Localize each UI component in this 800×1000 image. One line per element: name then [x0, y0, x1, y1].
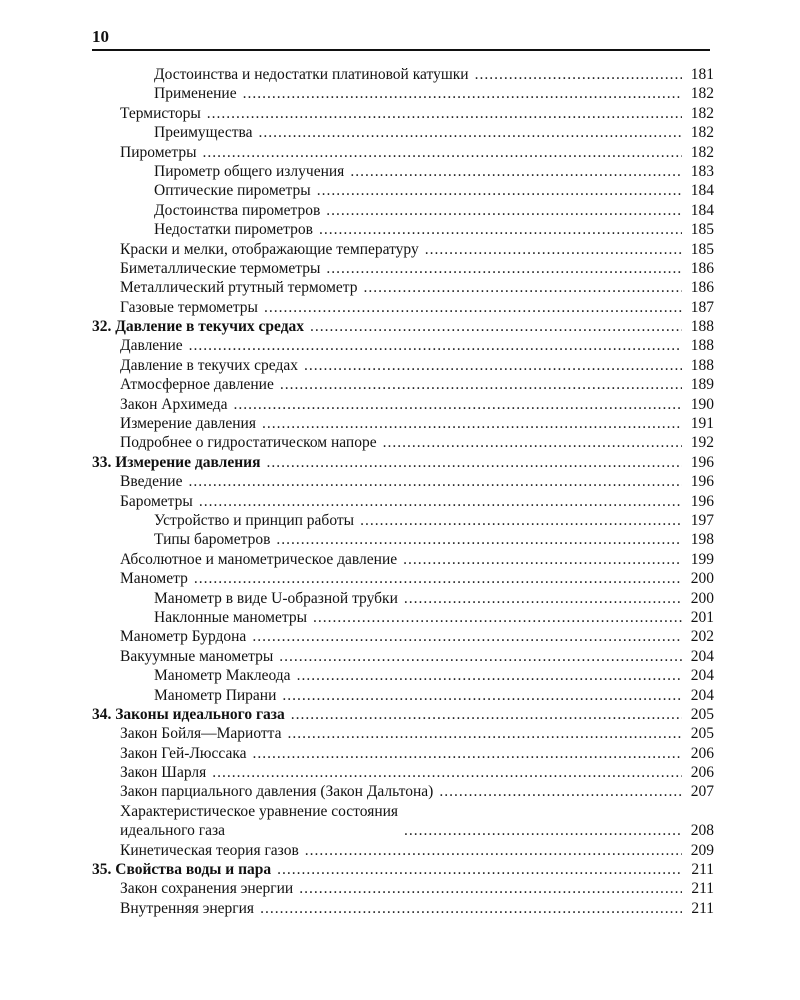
- toc-entry-page: 186: [690, 279, 714, 297]
- toc-entry-page: 185: [690, 221, 714, 239]
- dot-leader: [326, 201, 682, 220]
- toc-entry-page: 202: [690, 628, 714, 646]
- toc-entry-page: 199: [690, 550, 714, 568]
- toc-chapter-entry: [92, 705, 714, 724]
- toc-entry-title: Барометры: [120, 492, 193, 510]
- dot-leader: [317, 181, 682, 200]
- toc-entry-title: 35. Свойства воды и пара: [92, 861, 272, 879]
- toc-entry-title: Закон Гей-Люссака: [120, 744, 247, 762]
- toc-entry-title: Металлический ртутный термометр: [120, 279, 358, 297]
- toc-entry-title: Преимущества: [154, 124, 253, 142]
- toc-subsection-entry: [92, 84, 714, 103]
- toc-entry-page: 196: [690, 453, 714, 471]
- toc-entry-page: 191: [690, 415, 714, 433]
- toc-entry-page: 205: [690, 725, 714, 743]
- toc-entry-page: 196: [690, 492, 714, 510]
- toc-section-entry: [92, 433, 714, 452]
- dot-leader: [207, 104, 682, 123]
- toc-entry-title: Закон Бойля—Мариотта: [120, 725, 282, 743]
- toc-entry-title: Абсолютное и манометрическое давление: [120, 550, 398, 568]
- toc-entry-page: 188: [690, 318, 714, 336]
- dot-leader: [189, 336, 682, 355]
- dot-leader: [297, 666, 682, 685]
- dot-leader: [310, 317, 682, 336]
- toc-entry-title: Вакуумные манометры: [120, 647, 274, 665]
- toc-section-entry: [92, 647, 714, 666]
- dot-leader: [266, 453, 682, 472]
- toc-entry-title: Манометр Бурдона: [120, 628, 247, 646]
- dot-leader: [199, 492, 682, 511]
- dot-leader: [188, 472, 682, 491]
- toc-entry-title: Пирометр общего излучения: [154, 162, 345, 180]
- toc-entry-page: 207: [690, 783, 714, 801]
- dot-leader: [259, 123, 682, 142]
- dot-leader: [299, 879, 682, 898]
- toc-chapter-entry: [92, 860, 714, 879]
- dot-leader: [288, 724, 683, 743]
- toc-entry-page: 183: [690, 162, 714, 180]
- toc-section-entry: [92, 356, 714, 375]
- toc-section-entry: [92, 569, 714, 588]
- dot-leader: [360, 511, 682, 530]
- toc-entry-page: 192: [690, 434, 714, 452]
- toc-section-entry: [92, 492, 714, 511]
- toc-subsection-entry: [92, 162, 714, 181]
- dot-leader: [264, 298, 682, 317]
- toc-section-entry: [92, 259, 714, 278]
- dot-leader: [212, 763, 682, 782]
- toc-section-entry: [92, 414, 714, 433]
- dot-leader: [350, 162, 682, 181]
- toc-section-entry: [92, 627, 714, 646]
- toc-section-entry: [92, 395, 714, 414]
- toc-section-entry: [92, 724, 714, 743]
- dot-leader: [313, 608, 682, 627]
- toc-subsection-entry: [92, 589, 714, 608]
- table-of-contents: [92, 65, 714, 918]
- toc-entry-page: 200: [690, 570, 714, 588]
- toc-section-entry: [92, 841, 714, 860]
- toc-section-entry: [92, 104, 714, 123]
- toc-entry-page: 184: [690, 201, 714, 219]
- toc-entry-page: 182: [690, 124, 714, 142]
- dot-leader: [280, 375, 682, 394]
- dot-leader: [404, 821, 682, 840]
- dot-leader: [262, 414, 682, 433]
- toc-entry-title: Измерение давления: [120, 415, 256, 433]
- toc-entry-page: 211: [691, 861, 714, 879]
- dot-leader: [403, 550, 682, 569]
- dot-leader: [194, 569, 682, 588]
- toc-entry-page: 185: [690, 240, 714, 258]
- toc-entry-page: 182: [690, 85, 714, 103]
- toc-subsection-entry: [92, 123, 714, 142]
- toc-entry-title-line: Характеристическое уравнение состояния: [120, 802, 399, 820]
- toc-chapter-entry: [92, 453, 714, 472]
- toc-entry-title: 34. Законы идеального газа: [92, 705, 285, 723]
- toc-entry-title: [120, 802, 398, 841]
- toc-entry-title: Достоинства и недостатки платиновой катушки: [154, 66, 469, 83]
- toc-subsection-entry: [92, 220, 714, 239]
- toc-entry-title: Манометр: [120, 570, 188, 588]
- toc-entry-page: 197: [690, 511, 714, 529]
- toc-entry-page: 206: [690, 744, 714, 762]
- dot-leader: [291, 705, 682, 724]
- toc-entry-page: 188: [690, 356, 714, 374]
- toc-subsection-entry: [92, 666, 714, 685]
- toc-entry-title: 33. Измерение давления: [92, 453, 261, 471]
- toc-entry-title: Краски и мелки, отображающие температуру: [120, 240, 419, 258]
- toc-subsection-entry: [92, 530, 714, 549]
- toc-entry-page: 211: [691, 899, 714, 917]
- toc-subsection-entry: [92, 65, 714, 84]
- dot-leader: [252, 627, 682, 646]
- toc-entry-title-line: идеального газа: [120, 822, 225, 840]
- toc-section-entry: [92, 143, 714, 162]
- toc-section-entry: [92, 472, 714, 491]
- toc-entry-page: 201: [690, 608, 714, 626]
- toc-entry-title: Применение: [154, 85, 237, 103]
- dot-leader: [234, 395, 682, 414]
- toc-entry-page: 204: [690, 647, 714, 665]
- toc-entry-title: Закон сохранения энергии: [120, 880, 294, 898]
- toc-entry-page: 182: [690, 143, 714, 161]
- toc-entry-title: Устройство и принцип работы: [154, 511, 355, 529]
- dot-leader: [304, 356, 682, 375]
- toc-entry-title: Внутренняя энергия: [120, 899, 255, 917]
- toc-entry-title: Манометр в виде U-образной трубки: [154, 589, 398, 607]
- dot-leader: [243, 84, 682, 103]
- dot-leader: [326, 259, 682, 278]
- toc-entry-title: Закон парциального давления (Закон Дальтона): [120, 783, 434, 801]
- toc-entry-title: Термисторы: [120, 104, 201, 122]
- toc-entry-title: Давление: [120, 337, 183, 355]
- toc-entry-page: 204: [690, 686, 714, 704]
- toc-entry-page: 190: [690, 395, 714, 413]
- toc-entry-title: Наклонные манометры: [154, 608, 307, 626]
- toc-section-entry: [92, 375, 714, 394]
- toc-entry-page: 189: [690, 376, 714, 394]
- toc-section-entry: [92, 278, 714, 297]
- toc-entry-page: 209: [690, 841, 714, 859]
- dot-leader: [279, 647, 682, 666]
- toc-entry-page: 188: [690, 337, 714, 355]
- toc-section-entry: [92, 879, 714, 898]
- toc-subsection-entry: [92, 201, 714, 220]
- dot-leader: [282, 686, 682, 705]
- toc-section-entry: [92, 240, 714, 259]
- toc-section-entry: [92, 550, 714, 569]
- dot-leader: [260, 899, 682, 918]
- toc-entry-title: Биметаллические термометры: [120, 259, 321, 277]
- toc-subsection-entry: [92, 686, 714, 705]
- toc-entry-title: Подробнее о гидростатическом напоре: [120, 434, 377, 452]
- toc-subsection-entry: [92, 608, 714, 627]
- toc-entry-title: Манометр Пирани: [154, 686, 277, 704]
- toc-section-entry: [92, 763, 714, 782]
- toc-entry-title: Типы барометров: [154, 531, 271, 549]
- toc-entry-page: 200: [690, 589, 714, 607]
- toc-entry-title: Давление в текучих средах: [120, 356, 298, 374]
- toc-subsection-entry: [92, 511, 714, 530]
- toc-entry-page: 196: [690, 473, 714, 491]
- toc-entry-title: Закон Шарля: [120, 764, 207, 782]
- toc-entry-title: Недостатки пирометров: [154, 221, 313, 239]
- dot-leader: [364, 278, 683, 297]
- toc-subsection-entry: [92, 181, 714, 200]
- dot-leader: [404, 589, 682, 608]
- toc-entry-title: Кинетическая теория газов: [120, 841, 299, 859]
- toc-section-entry: [92, 782, 714, 801]
- toc-entry-page: 205: [690, 705, 714, 723]
- toc-entry-page: 184: [690, 182, 714, 200]
- dot-leader: [276, 530, 682, 549]
- toc-section-entry: [92, 899, 714, 918]
- dot-leader: [439, 782, 682, 801]
- dot-leader: [425, 240, 682, 259]
- toc-entry-title: Оптические пирометры: [154, 182, 311, 200]
- toc-entry-page: 187: [690, 298, 714, 316]
- dot-leader: [203, 143, 682, 162]
- toc-entry-title: Газовые термометры: [120, 298, 258, 316]
- toc-entry-title: Атмосферное давление: [120, 376, 274, 394]
- toc-entry-page: 206: [690, 764, 714, 782]
- toc-entry-title: Достоинства пирометров: [154, 201, 321, 219]
- header-rule: [92, 49, 710, 51]
- toc-entry-page: 198: [690, 531, 714, 549]
- toc-entry-title: Закон Архимеда: [120, 395, 228, 413]
- dot-leader: [319, 220, 682, 239]
- toc-section-entry: [92, 744, 714, 763]
- toc-entry-title: 32. Давление в текучих средах: [92, 318, 305, 336]
- toc-entry-page: 208: [690, 822, 714, 840]
- toc-entry-page: 211: [691, 880, 714, 898]
- toc-section-entry: [92, 336, 714, 355]
- toc-section-entry: [92, 802, 714, 841]
- toc-entry-page: 186: [690, 259, 714, 277]
- toc-entry-page: 181: [690, 66, 714, 83]
- toc-section-entry: [92, 298, 714, 317]
- page-number: 10: [92, 27, 109, 46]
- dot-leader: [253, 744, 682, 763]
- toc-entry-page: 204: [690, 667, 714, 685]
- dot-leader: [305, 841, 682, 860]
- toc-entry-title: Манометр Маклеода: [154, 667, 291, 685]
- dot-leader: [277, 860, 682, 879]
- toc-chapter-entry: [92, 317, 714, 336]
- toc-entry-title: Введение: [120, 473, 183, 491]
- dot-leader: [475, 65, 682, 84]
- dot-leader: [383, 433, 682, 452]
- toc-entry-page: 182: [690, 104, 714, 122]
- toc-entry-title: Пирометры: [120, 143, 197, 161]
